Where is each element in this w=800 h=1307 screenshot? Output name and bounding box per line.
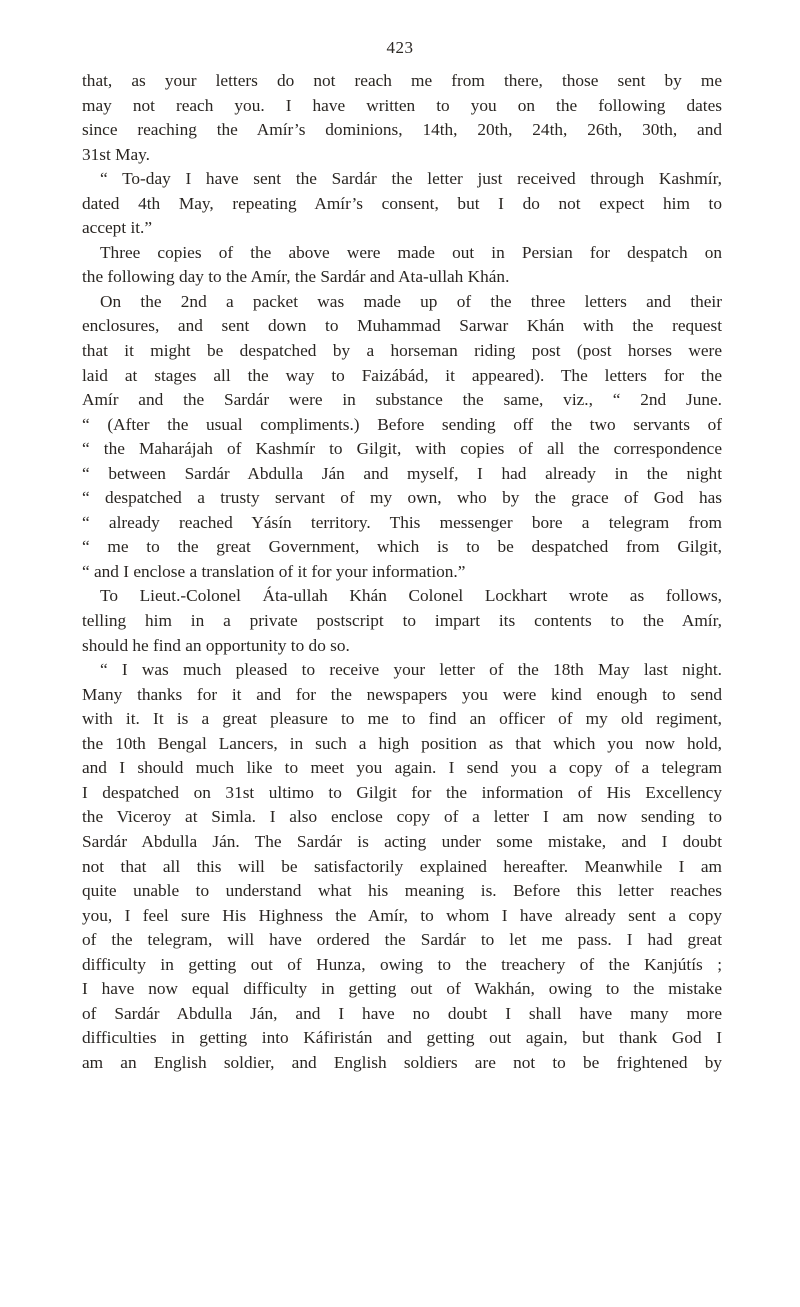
text-line: that, as your letters do not reach me from there, those sent by me <box>82 71 722 90</box>
text-line: telling him in a private postscript to impart its contents to the Amír, <box>82 611 722 631</box>
text-line: “ (After the usual compliments.) Before sending off the two servants of <box>82 414 722 434</box>
text-line: “ the Maharájah of Kashmír to Gilgit, with copies of all the correspondence <box>82 439 722 459</box>
text-line: enclosures, and sent down to Muhammad Sarwar Khán with the request <box>82 316 722 336</box>
text-line: not that all this will be satisfactorily explained hereafter. Meanwhile I am <box>82 856 722 876</box>
text-line: the 10th Bengal Lancers, in such a high position as that which you now hold, <box>82 733 722 753</box>
page-number: 423 <box>386 38 414 57</box>
text-line: “ and I enclose a translation of it for your information.” <box>82 561 466 581</box>
text-line: Sardár Abdulla Ján. The Sardár is acting under some mistake, and I doubt <box>82 831 722 851</box>
text-line: 31st May. <box>82 144 151 164</box>
text-line: with it. It is a great pleasure to me to find an officer of my old regiment, <box>82 709 722 729</box>
text-line: Three copies of the above were made out in Persian for despatch on <box>100 242 722 262</box>
text-line: I have now equal difficulty in getting out of Wakhán, owing to the mistake <box>82 979 722 999</box>
text-line: “ despatched a trusty servant of my own, who by the grace of God has <box>82 488 722 508</box>
text-line: am an English soldier, and English soldiers are not to be frightened by <box>82 1052 722 1072</box>
text-line: of the telegram, will have ordered the Sardár to let me pass. I had great <box>82 930 722 950</box>
text-line: you, I feel sure His Highness the Amír, to whom I have already sent a copy <box>82 905 722 925</box>
text-line: of Sardár Abdulla Ján, and I have no doubt I shall have many more <box>82 1003 722 1023</box>
text-line: laid at stages all the way to Faizábád, it appeared). The letters for the <box>82 365 722 385</box>
body-text <box>82 69 722 1075</box>
text-line: and I should much like to meet you again. I send you a copy of a telegram <box>82 758 722 778</box>
text-line: “ between Sardár Abdulla Ján and myself, I had already in the night <box>82 463 722 483</box>
text-line: difficulties in getting into Káfiristán and getting out again, but thank God I <box>82 1028 722 1048</box>
text-line: that it might be despatched by a horseman riding post (post horses were <box>82 341 722 361</box>
text-line: difficulty in getting out of Hunza, owing to the treachery of the Kanjútís ; <box>82 954 722 974</box>
text-line: Many thanks for it and for the newspapers you were kind enough to send <box>82 684 722 704</box>
text-line: I despatched on 31st ultimo to Gilgit for the information of His Excellency <box>82 782 722 802</box>
text-line: “ I was much pleased to receive your letter of the 18th May last night. <box>100 660 722 680</box>
text-line: should he find an opportunity to do so. <box>82 635 350 655</box>
text-line: “ To-day I have sent the Sardár the letter just received through Kashmír, <box>100 169 722 189</box>
text-line: accept it.” <box>82 218 153 238</box>
text-line: “ already reached Yásín territory. This messenger bore a telegram from <box>82 512 722 532</box>
text-line: Amír and the Sardár were in substance the same, viz., “ 2nd June. <box>82 390 722 410</box>
text-line: may not reach you. I have written to you on the following dates <box>82 95 722 115</box>
text-line: the following day to the Amír, the Sardár and Ata-ullah Khán. <box>82 267 510 287</box>
text-line: since reaching the Amír’s dominions, 14th, 20th, 24th, 26th, 30th, and <box>82 120 722 140</box>
text-line: On the 2nd a packet was made up of the three letters and their <box>100 291 722 311</box>
text-line: the Viceroy at Simla. I also enclose copy of a letter I am now sending to <box>82 807 722 827</box>
text-line: dated 4th May, repeating Amír’s consent, but I do not expect him to <box>82 193 722 213</box>
text-line: “ me to the great Government, which is to be despatched from Gilgit, <box>82 537 722 557</box>
text-line: quite unable to understand what his meaning is. Before this letter reaches <box>82 881 722 901</box>
text-line: To Lieut.-Colonel Áta-ullah Khán Colonel Lockhart wrote as follows, <box>100 586 722 606</box>
